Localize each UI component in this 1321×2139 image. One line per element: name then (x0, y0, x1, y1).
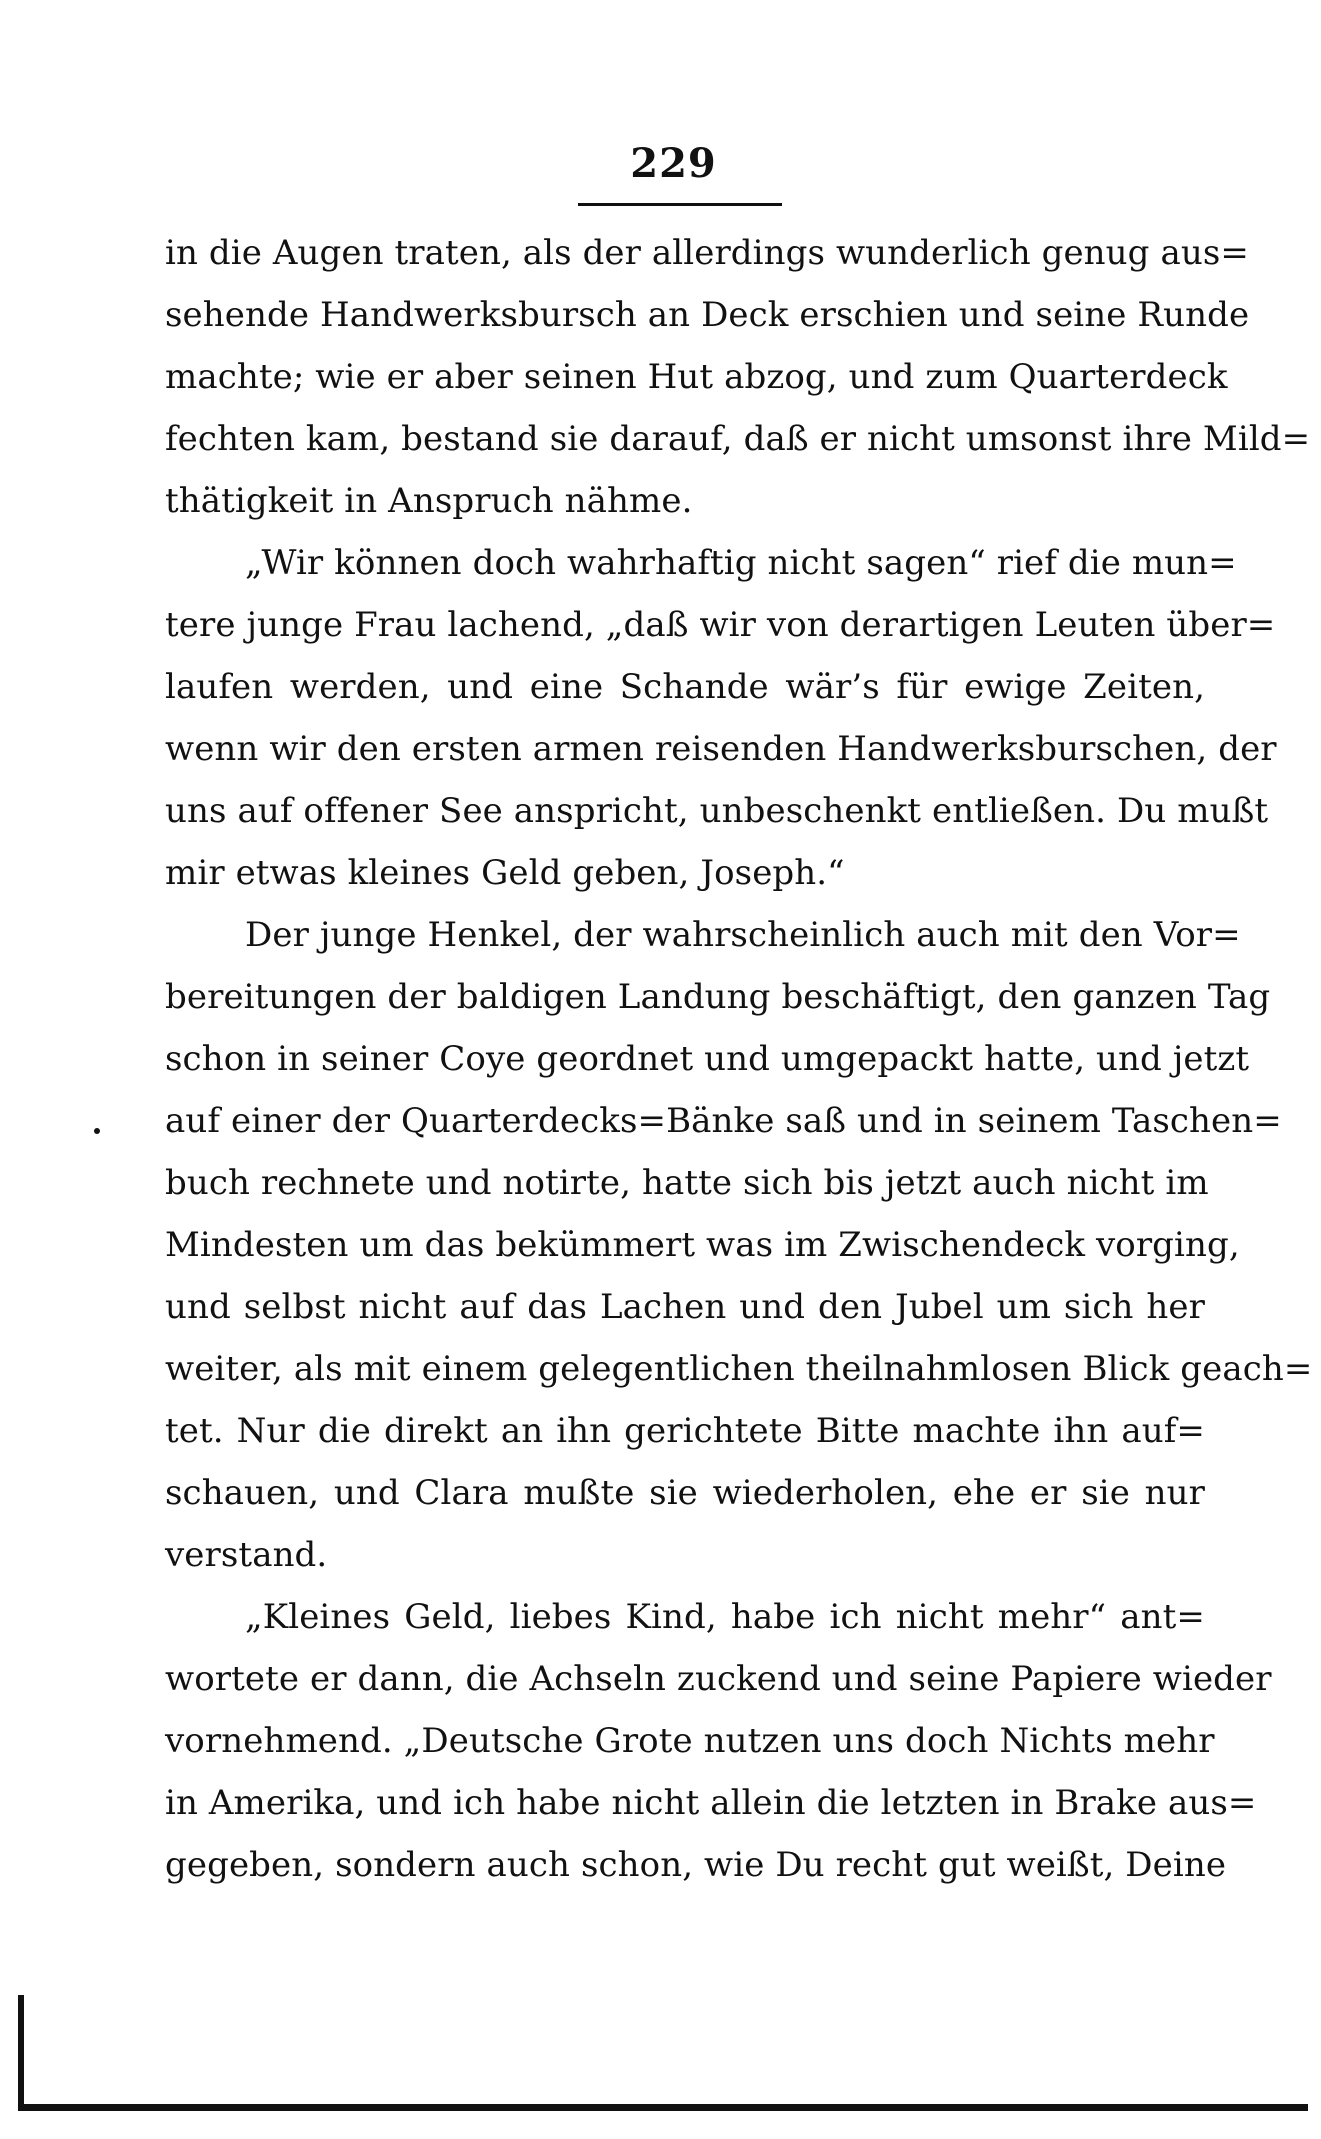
text-line: und selbst nicht auf das Lachen und den Jubel um sich her (165, 1287, 1205, 1327)
page-number: 229 (630, 140, 717, 187)
text-line: „Kleines Geld, liebes Kind, habe ich nicht mehr“ ant= (245, 1597, 1205, 1637)
text-line: uns auf offener See anspricht, unbeschenkt entließen. Du mußt (165, 791, 1269, 831)
text-line: gegeben, sondern auch schon, wie Du recht gut weißt, Deine (165, 1845, 1227, 1885)
text-line: tere junge Frau lachend, „daß wir von derartigen Leuten über= (165, 605, 1276, 645)
text-line: machte; wie er aber seinen Hut abzog, und zum Quarterdeck (165, 357, 1228, 397)
text-line: buch rechnete und notirte, hatte sich bis jetzt auch nicht im (165, 1163, 1209, 1203)
text-line: in Amerika, und ich habe nicht allein die letzten in Brake aus= (165, 1783, 1257, 1823)
text-line: thätigkeit in Anspruch nähme. (165, 481, 693, 521)
text-line: wortete er dann, die Achseln zuckend und seine Papiere wieder (165, 1659, 1272, 1699)
text-line: laufen werden, und eine Schande wär’s für ewige Zeiten, (165, 667, 1205, 707)
text-line: mir etwas kleines Geld geben, Joseph.“ (165, 853, 845, 893)
body-text (165, 222, 1313, 1896)
page-edge-vertical (18, 1995, 24, 2110)
text-line: tet. Nur die direkt an ihn gerichtete Bitte machte ihn auf= (165, 1411, 1205, 1451)
text-line: weiter, als mit einem gelegentlichen theilnahmlosen Blick geach= (165, 1349, 1313, 1389)
text-line: „Wir können doch wahrhaftig nicht sagen“ rief die mun= (245, 543, 1237, 583)
text-line: Mindesten um das bekümmert was im Zwischendeck vorging, (165, 1225, 1240, 1265)
text-line: wenn wir den ersten armen reisenden Handwerksburschen, der (165, 729, 1277, 769)
text-line: bereitungen der baldigen Landung beschäftigt, den ganzen Tag (165, 977, 1271, 1017)
text-line: schauen, und Clara mußte sie wiederholen, ehe er sie nur (165, 1473, 1205, 1513)
text-line: verstand. (165, 1535, 328, 1575)
text-line: vornehmend. „Deutsche Grote nutzen uns doch Nichts mehr (165, 1721, 1215, 1761)
text-line: Der junge Henkel, der wahrscheinlich auch mit den Vor= (245, 915, 1241, 955)
text-line: fechten kam, bestand sie darauf, daß er nicht umsonst ihre Mild= (165, 419, 1311, 459)
text-line: sehende Handwerksbursch an Deck erschien und seine Runde (165, 295, 1250, 335)
header-rule (578, 203, 782, 206)
text-line: schon in seiner Coye geordnet und umgepackt hatte, und jetzt (165, 1039, 1250, 1079)
page-edge-horizontal (18, 2104, 1308, 2111)
text-line: auf einer der Quarterdecks=Bänke saß und in seinem Taschen= (165, 1101, 1282, 1141)
margin-dot (94, 1128, 100, 1134)
text-line: in die Augen traten, als der allerdings wunderlich genug aus= (165, 233, 1249, 273)
